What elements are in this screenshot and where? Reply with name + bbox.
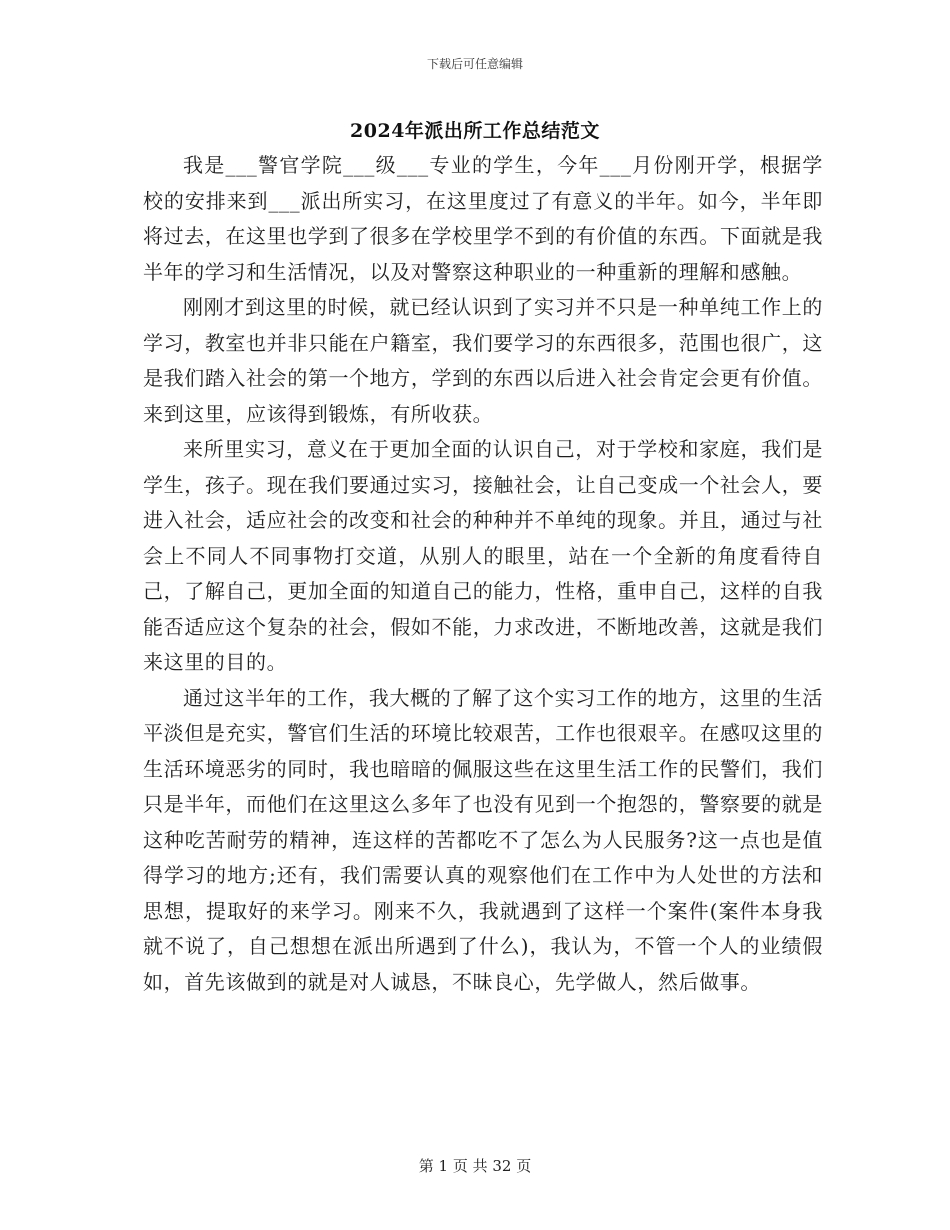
paragraph: 我是___警官学院___级___专业的学生，今年___月份刚开学，根据学校的安排来到___派出所实习，在这里度过了有意义的半年。如今，半年即将过去，在这里也学到了很多在学校里学不到的有价值的东西。下面就是我半年的学习和生活情况，以及对警察这种职业的一种重新的理解和感触。	[143, 153, 823, 284]
document-title: 2024年派出所工作总结范文	[350, 120, 600, 142]
paragraph: 来所里实习，意义在于更加全面的认识自己，对于学校和家庭，我们是学生，孩子。现在我们要通过实习，接触社会，让自己变成一个社会人，要进入社会，适应社会的改变和社会的种种并不单纯的现象。并且，通过与社会上不同人不同事物打交道，从别人的眼里，站在一个全新的角度看待自己，了解自己，更加全面的知道自己的能力，性格，重申自己，这样的自我能否适应这个复杂的社会，假如不能，力求改进，不断地改善，这就是我们来这里的目的。	[143, 437, 823, 674]
paragraph: 通过这半年的工作，我大概的了解了这个实习工作的地方，这里的生活平淡但是充实，警官们生活的环境比较艰苦，工作也很艰辛。在感叹这里的生活环境恶劣的同时，我也暗暗的佩服这些在这里生活工作的民警们，我们只是半年，而他们在这里这么多年了也没有见到一个抱怨的，警察要的就是这种吃苦耐劳的精神，连这样的苦都吃不了怎么为人民服务?这一点也是值得学习的地方;还有，我们需要认真的观察他们在工作中为人处世的方法和思想，提取好的来学习。刚来不久，我就遇到了这样一个案件(案件本身我就不说了，自己想想在派出所遇到了什么)，我认为，不管一个人的业绩假如，首先该做到的就是对人诚恳，不昧良心，先学做人，然后做事。	[143, 685, 823, 994]
header-note: 下载后可任意编辑	[426, 57, 523, 71]
page-number: 第 1 页 共 32 页	[418, 1157, 532, 1175]
paragraph: 刚刚才到这里的时候，就已经认识到了实习并不只是一种单纯工作上的学习，教室也并非只能在户籍室，我们要学习的东西很多，范围也很广，这是我们踏入社会的第一个地方，学到的东西以后进入社会肯定会更有价值。来到这里，应该得到锻炼，有所收获。	[143, 295, 823, 426]
document-body	[143, 148, 823, 1000]
